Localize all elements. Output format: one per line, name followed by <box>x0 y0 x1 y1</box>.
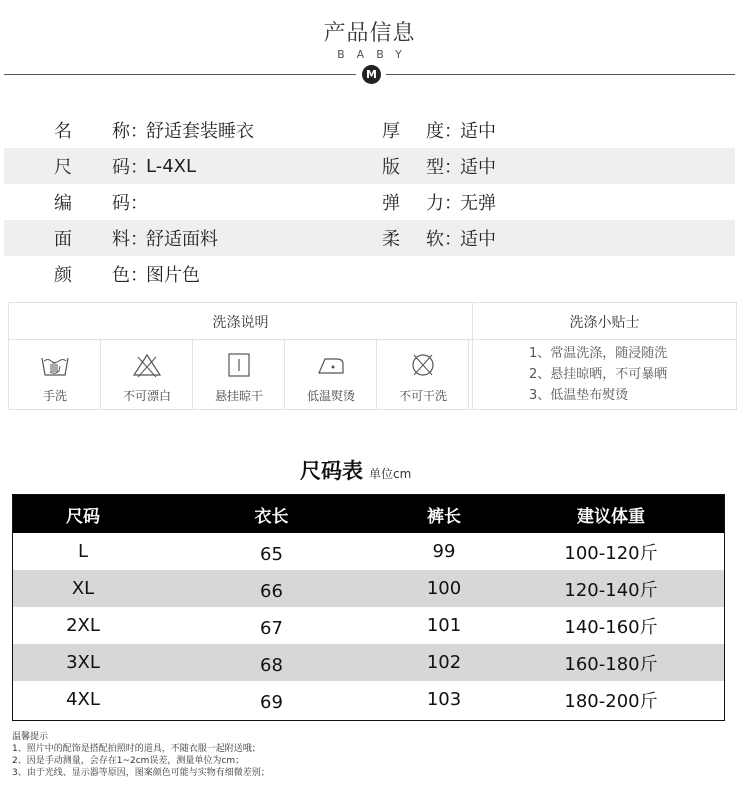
table-cell: 101 <box>426 615 462 636</box>
table-cell: 100-120斤 <box>564 542 658 564</box>
table-cell: 4XL <box>66 689 100 710</box>
info-colon: ： <box>130 265 148 286</box>
info-row <box>4 220 735 256</box>
info-value: 舒适套装睡衣 <box>146 121 254 142</box>
info-row <box>4 184 735 220</box>
info-value: L-4XL <box>146 155 197 177</box>
info-value: 舒适面料 <box>146 229 218 250</box>
table-cell: 140-160斤 <box>564 616 658 638</box>
info-label: 尺码 <box>54 157 130 178</box>
table-row <box>13 533 724 570</box>
info-label: 编码 <box>54 193 130 214</box>
wash-instructions <box>8 302 737 410</box>
wash-label: 不可漂白 <box>122 389 171 403</box>
info-label: 厚度 <box>382 121 444 142</box>
wash-item <box>101 340 193 409</box>
info-value: 图片色 <box>146 265 200 286</box>
info-colon: ： <box>444 193 462 214</box>
column-header: 尺码 <box>66 506 100 527</box>
info-label: 柔软 <box>382 229 444 250</box>
hang-dry-icon <box>224 352 254 378</box>
info-value: 无弹 <box>460 193 496 214</box>
info-label: 版型 <box>382 157 444 178</box>
notes-title: 温馨提示 <box>12 732 49 742</box>
size-table <box>12 494 725 721</box>
reminder-notes <box>12 731 270 779</box>
info-colon: ： <box>130 157 148 178</box>
table-cell: 103 <box>426 689 462 710</box>
table-cell: 3XL <box>66 652 100 673</box>
tip-line: 3、低温垫布熨烫 <box>529 388 629 403</box>
table-row <box>13 644 724 681</box>
table-cell: 102 <box>426 652 462 673</box>
table-row <box>13 570 724 607</box>
wash-item <box>9 340 101 409</box>
info-row <box>4 112 735 148</box>
tip-line: 1、常温洗涤，随浸随洗 <box>529 346 668 361</box>
wash-item <box>377 340 469 409</box>
table-cell: 69 <box>260 692 283 713</box>
table-cell: 99 <box>432 541 456 562</box>
hand-wash-icon <box>40 352 70 378</box>
table-cell: 67 <box>260 618 283 639</box>
wash-header: 洗涤说明 <box>212 315 269 331</box>
table-cell: L <box>77 541 89 562</box>
tip-line: 2、悬挂晾晒，不可暴晒 <box>529 367 668 382</box>
page-subtitle: BABY <box>337 48 414 61</box>
product-info <box>4 112 735 292</box>
wash-item <box>285 340 377 409</box>
table-row <box>13 607 724 644</box>
table-cell: 68 <box>260 655 283 676</box>
m-badge: M <box>362 65 381 84</box>
info-label: 弹力 <box>382 193 444 214</box>
info-colon: ： <box>130 193 148 214</box>
info-colon: ： <box>130 121 148 142</box>
wash-label: 低温熨烫 <box>306 389 355 403</box>
page-title: 产品信息 <box>323 21 416 46</box>
size-chart-unit: 单位cm <box>369 467 412 481</box>
info-label: 颜色 <box>54 265 130 286</box>
note-line: 3、由于光线、显示器等原因，图案颜色可能与实物有细微差别； <box>12 768 270 778</box>
info-value: 适中 <box>460 157 496 178</box>
table-cell: XL <box>71 578 95 599</box>
note-line: 2、因是手动测量，会存在1~2cm误差，测量单位为cm； <box>12 756 245 766</box>
table-cell: 180-200斤 <box>564 690 658 712</box>
size-chart-title <box>300 455 411 485</box>
wash-label: 手洗 <box>42 389 67 403</box>
table-cell: 65 <box>260 544 283 565</box>
info-colon: ： <box>444 229 462 250</box>
table-cell: 120-140斤 <box>564 579 658 601</box>
wash-label: 悬挂晾干 <box>214 389 263 403</box>
no-dry-clean-icon <box>408 352 438 378</box>
info-row <box>4 148 735 184</box>
info-colon: ： <box>130 229 148 250</box>
info-value: 适中 <box>460 121 496 142</box>
size-chart-heading: 尺码表 <box>300 459 363 483</box>
column-header: 建议体重 <box>577 506 645 527</box>
table-cell: 2XL <box>66 615 100 636</box>
info-row <box>4 256 735 292</box>
info-label: 名称 <box>54 121 130 142</box>
header-divider-left <box>4 74 356 75</box>
info-colon: ： <box>444 121 462 142</box>
table-cell: 100 <box>426 578 462 599</box>
column-header: 裤长 <box>427 506 461 527</box>
info-colon: ： <box>444 157 462 178</box>
wash-item <box>193 340 285 409</box>
column-header: 衣长 <box>254 506 289 527</box>
low-iron-icon <box>316 352 346 378</box>
header-divider-right <box>386 74 735 75</box>
table-cell: 66 <box>260 581 283 602</box>
wash-label: 不可干洗 <box>398 389 447 403</box>
info-value: 适中 <box>460 229 496 250</box>
info-label: 面料 <box>54 229 130 250</box>
table-cell: 160-180斤 <box>564 653 658 675</box>
tips-header: 洗涤小贴士 <box>569 315 640 331</box>
table-row <box>13 681 724 718</box>
wash-tips <box>529 343 667 406</box>
no-bleach-icon <box>132 352 162 378</box>
size-table-header <box>13 495 724 533</box>
note-line: 1、照片中的配饰是搭配拍照时的道具，不随衣服一起附送哦； <box>12 744 261 754</box>
